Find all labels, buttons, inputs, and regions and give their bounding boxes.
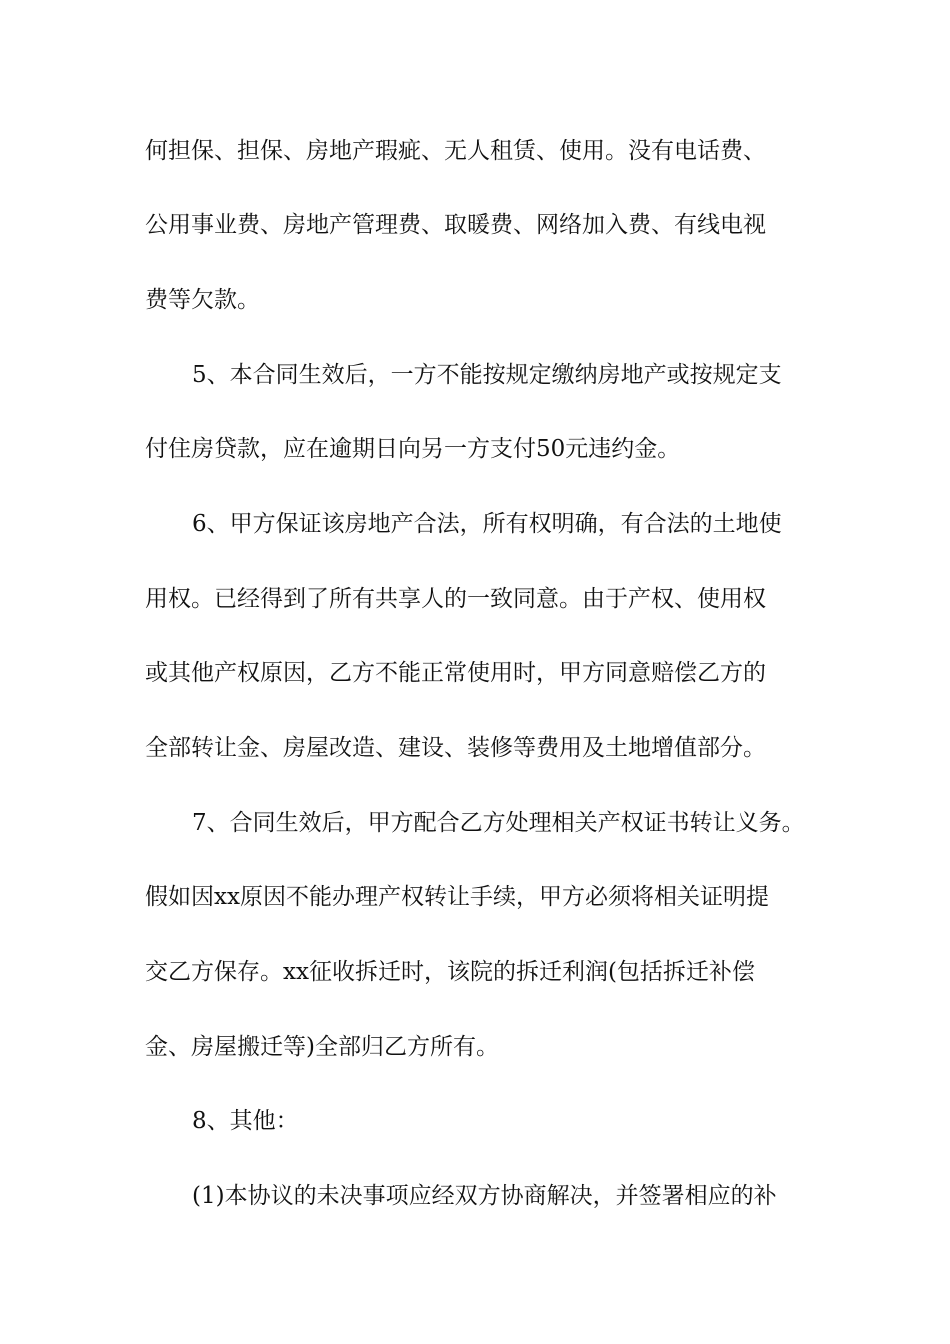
paragraph-start-8: 8、其他：	[192, 1108, 299, 1134]
text-line: 全部转让金、房屋改造、建设、装修等费用及土地增值部分。	[145, 735, 766, 761]
sub-item-1: (1)本协议的未决事项应经双方协商解决，并签署相应的补	[192, 1183, 777, 1209]
text-line: 费等欠款。	[145, 287, 260, 313]
text-line: 交乙方保存。xx征收拆迁时，该院的拆迁利润(包括拆迁补偿	[145, 959, 755, 985]
paragraph-start-7: 7、合同生效后，甲方配合乙方处理相关产权证书转让义务。	[192, 810, 805, 836]
text-line: 或其他产权原因，乙方不能正常使用时，甲方同意赔偿乙方的	[145, 660, 766, 686]
text-line: 公用事业费、房地产管理费、取暖费、网络加入费、有线电视	[145, 212, 766, 238]
paragraph-start-5: 5、本合同生效后，一方不能按规定缴纳房地产或按规定支	[192, 362, 782, 388]
text-line: 何担保、担保、房地产瑕疵、无人租赁、使用。没有电话费、	[145, 138, 766, 164]
text-line: 金、房屋搬迁等)全部归乙方所有。	[145, 1034, 499, 1060]
text-line: 用权。已经得到了所有共享人的一致同意。由于产权、使用权	[145, 586, 766, 612]
text-line: 付住房贷款，应在逾期日向另一方支付50元违约金。	[145, 436, 681, 462]
text-line: 假如因xx原因不能办理产权转让手续，甲方必须将相关证明提	[145, 884, 769, 910]
paragraph-start-6: 6、甲方保证该房地产合法，所有权明确，有合法的土地使	[192, 511, 782, 537]
